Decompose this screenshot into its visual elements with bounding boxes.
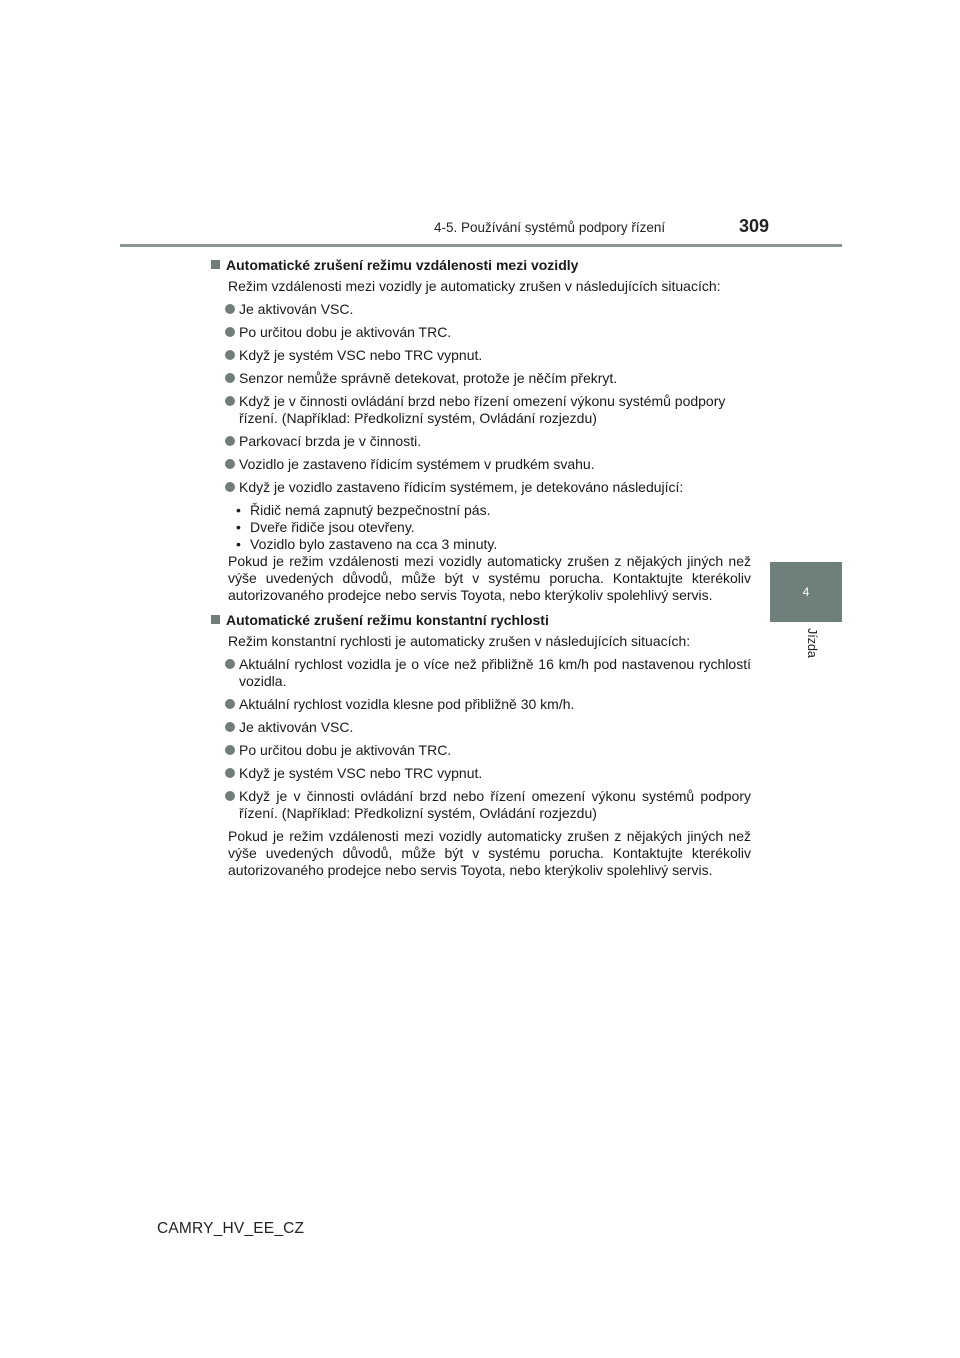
section-title: 4-5. Používání systémů podpory řízení bbox=[434, 220, 666, 235]
circle-bullet-icon bbox=[225, 436, 235, 446]
section-heading: Automatické zrušení režimu konstantní rychlosti bbox=[211, 612, 751, 629]
list-item: Po určitou dobu je aktivován TRC. bbox=[211, 742, 751, 759]
circle-bullet-icon bbox=[225, 722, 235, 732]
sub-list-item: • Řidič nemá zapnutý bezpečnostní pás. bbox=[236, 502, 491, 518]
list-item: Senzor nemůže správně detekovat, protože je něčím překryt. bbox=[211, 370, 751, 387]
sub-list-item: • Vozidlo bylo zastaveno na cca 3 minuty. bbox=[236, 536, 498, 552]
square-bullet-icon bbox=[211, 615, 220, 624]
circle-bullet-icon bbox=[225, 373, 235, 383]
list-item: Aktuální rychlost vozidla klesne pod přibližně 30 km/h. bbox=[211, 696, 751, 713]
list-item: Je aktivován VSC. bbox=[211, 301, 751, 318]
circle-bullet-icon bbox=[225, 745, 235, 755]
page-content bbox=[211, 255, 751, 879]
list-item: Když je v činnosti ovládání brzd nebo řízení omezení výkonu systémů podpory řízení. (Například: Předkolizní systém, Ovládání rozjezdu) bbox=[211, 788, 751, 822]
chapter-number: 4 bbox=[802, 585, 810, 599]
list-item: Vozidlo je zastaveno řídicím systémem v prudkém svahu. bbox=[211, 456, 751, 473]
list-item: Aktuální rychlost vozidla je o více než přibližně 16 km/h pod nastavenou rychlostí vozidla. bbox=[211, 656, 751, 690]
circle-bullet-icon bbox=[225, 791, 235, 801]
circle-bullet-icon bbox=[225, 459, 235, 469]
circle-bullet-icon bbox=[225, 304, 235, 314]
section-note: Pokud je režim vzdálenosti mezi vozidly automaticky zrušen z nějakých jiných než výše uvedených důvodů, může být v systému porucha. Kontaktujte kterékoliv autorizovaného prodejce nebo servis Toyota, nebo kterýkoliv spolehlivý servis. bbox=[228, 828, 751, 878]
page-number: 309 bbox=[739, 216, 770, 236]
circle-bullet-icon bbox=[225, 327, 235, 337]
header-divider bbox=[120, 244, 842, 247]
circle-bullet-icon bbox=[225, 768, 235, 778]
list-item: Je aktivován VSC. bbox=[211, 719, 751, 736]
chapter-label: Jízda bbox=[805, 628, 819, 658]
circle-bullet-icon bbox=[225, 482, 235, 492]
section-intro: Režim vzdálenosti mezi vozidly je automaticky zrušen v následujících situacích: bbox=[228, 278, 721, 294]
list-item: Když je systém VSC nebo TRC vypnut. bbox=[211, 347, 751, 364]
model-code: CAMRY_HV_EE_CZ bbox=[157, 1220, 305, 1237]
page-header bbox=[0, 0, 960, 250]
list-item: Parkovací brzda je v činnosti. bbox=[211, 433, 751, 450]
chapter-tab[interactable] bbox=[770, 562, 842, 622]
list-item: Když je v činnosti ovládání brzd nebo řízení omezení výkonu systémů podpory řízení. (Například: Předkolizní systém, Ovládání rozjezdu) bbox=[211, 393, 751, 427]
circle-bullet-icon bbox=[225, 699, 235, 709]
section-intro: Režim konstantní rychlosti je automaticky zrušen v následujících situacích: bbox=[228, 633, 691, 649]
list-item: Když je vozidlo zastaveno řídicím systémem, je detekováno následující: bbox=[211, 479, 751, 496]
section-note: Pokud je režim vzdálenosti mezi vozidly automaticky zrušen z nějakých jiných než výše uvedených důvodů, může být v systému porucha. Kontaktujte kterékoliv autorizovaného prodejce nebo servis Toyota, nebo kterýkoliv spolehlivý servis. bbox=[228, 553, 751, 603]
square-bullet-icon bbox=[211, 260, 220, 269]
circle-bullet-icon bbox=[225, 396, 235, 406]
section-heading: Automatické zrušení režimu vzdálenosti mezi vozidly bbox=[211, 257, 751, 274]
list-item: Po určitou dobu je aktivován TRC. bbox=[211, 324, 751, 341]
list-item: Když je systém VSC nebo TRC vypnut. bbox=[211, 765, 751, 782]
circle-bullet-icon bbox=[225, 659, 235, 669]
sub-list bbox=[228, 502, 751, 553]
circle-bullet-icon bbox=[225, 350, 235, 360]
sub-list-item: • Dveře řidiče jsou otevřeny. bbox=[236, 519, 415, 535]
